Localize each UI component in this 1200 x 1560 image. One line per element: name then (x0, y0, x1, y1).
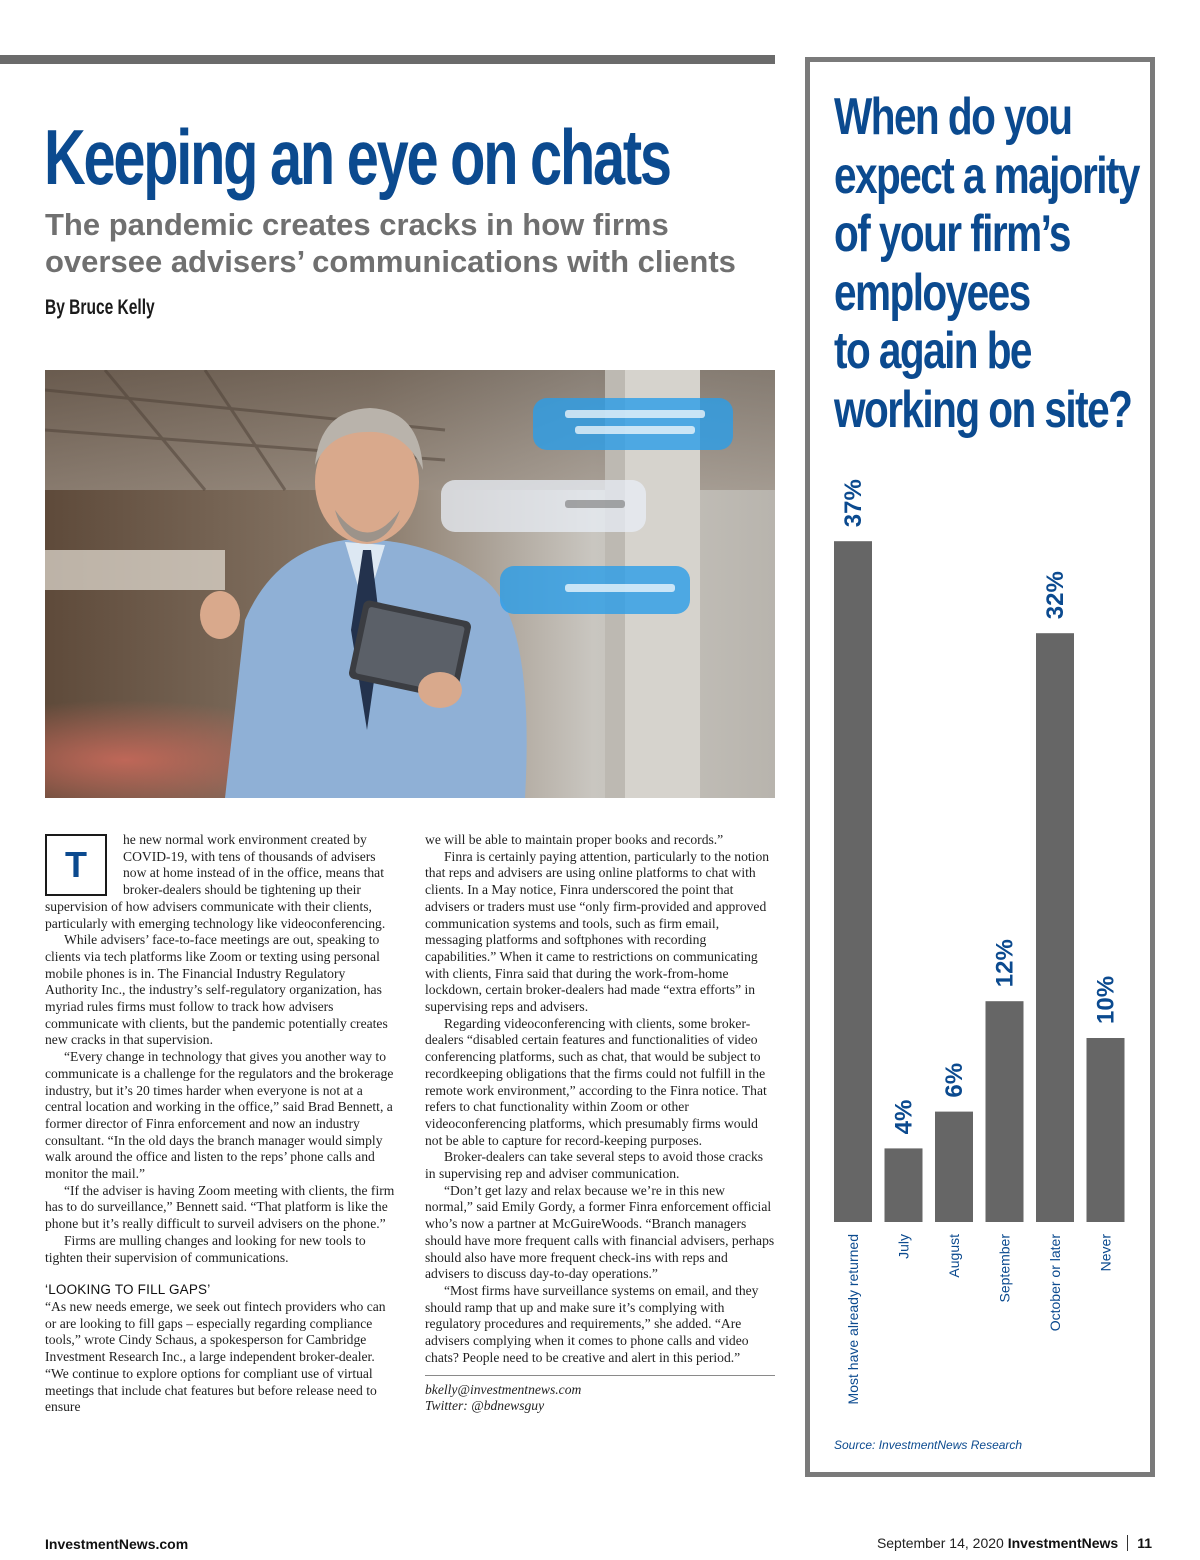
survey-sidebar (805, 57, 1155, 1477)
footer-brand: InvestmentNews (1007, 1535, 1119, 1551)
footer-date: September 14, 2020 (876, 1535, 1004, 1551)
paragraph: we will be able to maintain proper books and records.” (425, 832, 724, 847)
bar-value-label: 32% (1042, 571, 1069, 620)
bar-september (986, 1001, 1024, 1222)
footer-site: InvestmentNews.com (45, 1536, 189, 1552)
category-label: July (895, 1234, 912, 1259)
question-line: of your firm’s (834, 205, 1070, 263)
category-label: September (996, 1234, 1013, 1303)
bar-never (1087, 1038, 1125, 1222)
bar-value-label: 6% (941, 1062, 968, 1098)
question-line: working on site? (834, 380, 1132, 439)
chart-source: Source: InvestmentNews Research (834, 1438, 1023, 1452)
footer-folio (877, 1535, 1152, 1551)
author-email[interactable]: bkelly@investmentnews.com (425, 1381, 582, 1397)
man-with-tablet-illustration (45, 370, 775, 798)
article-column-1 (45, 832, 395, 1416)
author-contact (425, 1375, 775, 1415)
footer-divider (1127, 1535, 1128, 1551)
paragraph: Firms are mulling changes and looking for new tools to tighten their supervision of communications. (45, 1232, 366, 1265)
bar-august (935, 1112, 973, 1222)
paragraph: Regarding videoconferencing with clients, some broker-dealers “disabled certain features and functionalities of video conferencing platforms, such as chat, that would be subject to recordkeeping obligations that the firms could not fulfill in the remote work environment,” according to the Finra notice. That refers to chat functionality within Zoom or other videoconferencing platforms, which presumably firms would not be able to capture for record-keeping purposes. (425, 1015, 767, 1148)
bar-october-or-later (1036, 633, 1074, 1222)
bar-value-label: 10% (1092, 975, 1120, 1024)
paragraph: “Most firms have surveillance systems on email, and they should ramp that up and make sure it’s complying with regulatory procedures and requirements,” she added. “Are advisers complying when it comes to phone calls and video chats? People need to be creative and alert in this period.” (425, 1282, 759, 1365)
paragraph: “If the adviser is having Zoom meeting with clients, the firm has to do surveillance,” Bennett said. “That platform is like the phone but it’s really difficult to surveil advisers on the phone.” (45, 1182, 395, 1232)
paragraph: Finra is certainly paying attention, particularly to the notion that reps and advisers are using online platforms to chat with clients. In a May notice, Finra underscored the point that advisers or traders must use “only firm-provided and approved communication systems and tools, such as firm email, messaging platforms and softphones with recording capabilities.” When it came to restrictions on communicating with clients, Finra said that during the work-from-home lockdown, certain broker-dealers had made “extra efforts” in supervising reps and advisers. (425, 848, 770, 1015)
question-line: employees (834, 263, 1030, 322)
question-line: When do you (834, 88, 1072, 146)
top-rule (0, 55, 775, 64)
bar-chart (810, 62, 1150, 1472)
section-heading: ‘LOOKING TO FILL GAPS’ (45, 1282, 211, 1298)
headline: Keeping an eye on chats (44, 113, 670, 201)
paragraph: “As new needs emerge, we seek out fintech providers who can or are looking to fill gaps – especially regarding compliance tools,” wrote Cindy Schaus, a spokesperson for Cambridge Investment Research Inc., a large independent broker-dealer. “We continue to explore options for compliant use of virtual meetings that include chat features but before release need to ensure (45, 1298, 386, 1415)
category-label: Most have already returned (845, 1234, 861, 1405)
category-label: October or later (1047, 1234, 1063, 1332)
page-number: 11 (1137, 1535, 1152, 1551)
author-twitter[interactable]: Twitter: @bdnewsguy (425, 1398, 545, 1414)
subhead: The pandemic creates cracks in how firms oversee advisers’ communications with clients (45, 207, 736, 279)
paragraph: While advisers’ face-to-face meetings are out, speaking to clients via tech platforms like Zoom or texting using personal mobile phones is in. The Financial Industry Regulatory Authority Inc., the industry’s self-regulatory organization, has myriad rules firms must follow to track how advisers communicate with clients, but the pandemic potentially creates new cracks in that supervision. (45, 932, 388, 1048)
drop-cap: T (45, 834, 107, 896)
paragraph: “Every change in technology that gives you another way to communicate is a challenge for the regulators and the brokerage industry, but it’s 20 times harder when everyone is not at a central location and working in the office,” said Brad Bennett, a former director of Finra enforcement and now an industry consultant. “In the old days the branch manager would simply walk around the office and listen to the reps’ phone calls and monitor the mail.” (45, 1049, 394, 1182)
category-label: Never (1097, 1234, 1114, 1272)
question-line: to again be (834, 322, 1031, 380)
paragraph: Broker-dealers can take several steps to avoid those cracks in supervising rep and adviser communication. (425, 1149, 764, 1182)
category-label: August (946, 1234, 962, 1278)
bar-value-label: 37% (840, 479, 867, 528)
bar-value-label: 4% (890, 1099, 918, 1135)
article-photo (45, 370, 775, 798)
question-line: expect a majority (834, 146, 1139, 205)
article-column-2 (425, 832, 775, 1415)
paragraph: he new normal work environment created by COVID-19, with tens of thousands of advisers now at home instead of in the office, means that broker-dealers should be tightening up their supervision of how advisers communicate with their clients, particularly with emerging technology like videoconferencing. (45, 832, 386, 931)
bar-most-have-already-returned (834, 541, 872, 1222)
byline: By Bruce Kelly (45, 296, 155, 319)
paragraph: “Don’t get lazy and relax because we’re in this new normal,” said Emily Gordy, a former Finra enforcement official who’s now a partner at McGuireWoods. “Branch managers should have more frequent calls with financial advisers, perhaps should also have more frequent check-ins with reps and advisers to discuss day-to-day operations.” (425, 1182, 775, 1282)
bar-july (885, 1148, 923, 1222)
bar-value-label: 12% (991, 939, 1019, 988)
